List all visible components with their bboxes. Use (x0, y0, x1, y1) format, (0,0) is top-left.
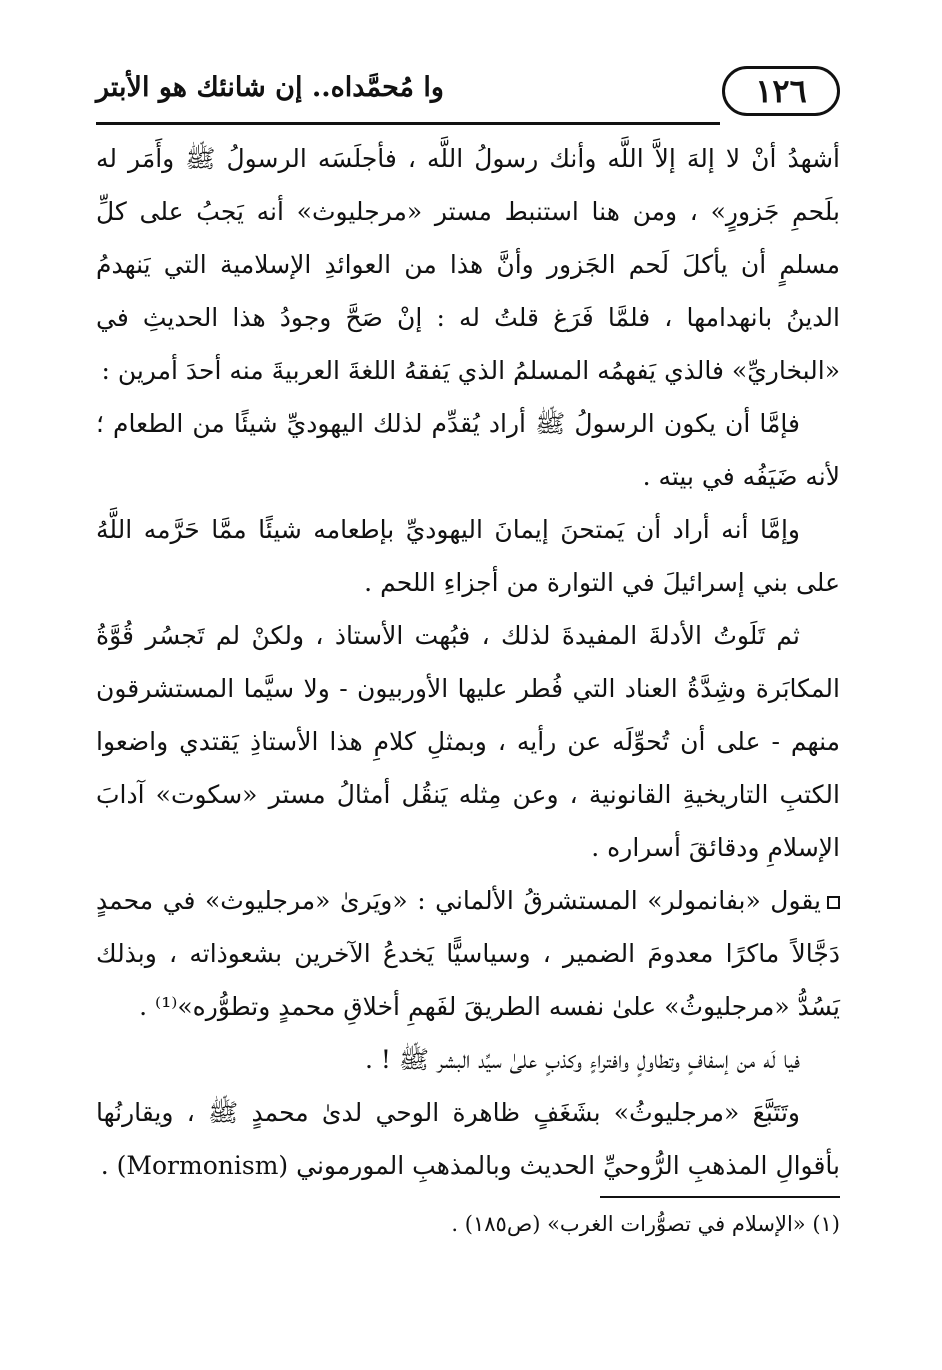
paragraph-7-text: وتَتَبَّعَ «مرجليوثُ» بشَغَفٍ ظاهرة الوحي لدىٰ محمدٍ ﷺ ، ويقارنُها بأقوالِ المذهبِ الرُّوحيِّ الحديث وبالمذهبِ المورموني (96, 1098, 840, 1180)
paragraph-5 (96, 874, 840, 1033)
header-rule (96, 122, 720, 125)
page-number: ١٢٦ (722, 66, 840, 116)
paragraph-2: فإمَّا أن يكون الرسولُ ﷺ أراد يُقدِّم لذلك اليهوديِّ شيئًا من الطعام ؛ لأنه ضَيَفُه في بيته . (96, 409, 840, 491)
paragraph-1: أشهدُ أنْ لا إلهَ إلاَّ اللَّه وأنك رسولُ اللَّه ، فأجلَسَه الرسولُ ﷺ وأَمَر له بلَحمِ جَزورٍ» ، ومن هنا استنبط مستر «مرجليوث» أنه يَجبُ على كلِّ مسلمٍ أن يأكلَ لَحم الجَزور وأنَّ هذا من العوائدِ الإسلامية التي يَنهدمُ الدينُ بانهدامها ، فلمَّا فَرَغ قلتُ له : إنْ صَحَّ وجودُ هذا الحديثِ في «البخاريِّ» فالذي يَفهمُه المسلمُ الذي يَفقهُ اللغةَ العربيةَ منه أحدَ أمرين : (96, 144, 840, 385)
running-title: وا مُحمَّداه.. إن شانئك هو الأبتر (96, 72, 444, 103)
paragraph-3: وإمَّا أنه أراد أن يَمتحنَ إيمانَ اليهوديِّ بإطعامه شيئًا ممَّا حَرَّمه اللَّهُ على بني إسرائيلَ في التوارة من أجزاءِ اللحم . (96, 515, 840, 597)
latin-term: (Mormonism) (116, 1151, 289, 1180)
page-header (96, 64, 840, 122)
paragraph-4: ثم تَلَوتُ الأدلةَ المفيدةَ لذلك ، فبُهت الأستاذ ، ولكنْ لم تَجسُر قُوَّةُ المكابَرة وشِدَّةُ العناد التي فُطر عليها الأوربيون - ولا سيَّما المستشرقون منهم - على أن تُحوِّلَه عن رأيه ، وبمثلِ كلامِ هذا الأستاذِ يَقتدي واضعوا الكتبِ التاريخيةِ القانونية ، وعن مِثله يَنقُل أمثالُ مستر «سكوت» آدابَ الإسلامِ ودقائقَ أسراره . (96, 621, 840, 862)
footnote-rule (600, 1196, 840, 1198)
paragraph-5-text: يقول «بفانمولر» المستشرقُ الألماني : «ويَرىٰ «مرجليوث» في محمدٍ دَجَّالاً ماكرًا معدومَ الضمير ، وسياسيًّا يَخدعُ الآخرين بشعوذاته ، وبذلك يَسُدُّ «مرجليوثُ» علىٰ نفسه الطريقَ لفَهمِ أخلاقِ محمدٍ وتطوُّره»⁽¹⁾ . (96, 886, 840, 1021)
body-text (96, 132, 840, 1192)
end-mark: . (100, 1151, 117, 1180)
paragraph-6: فيا لَه من إسفافٍ وتطاولٍ وافتراءٍ وكذبٍ علىٰ سيِّد البشر ﷺ ! . (364, 1045, 800, 1074)
square-bullet-icon (827, 896, 840, 909)
footnote: (١) «الإسلام في تصوُّرات الغرب» (ص١٨٥) . (451, 1212, 840, 1236)
paragraph-7 (96, 1086, 840, 1192)
